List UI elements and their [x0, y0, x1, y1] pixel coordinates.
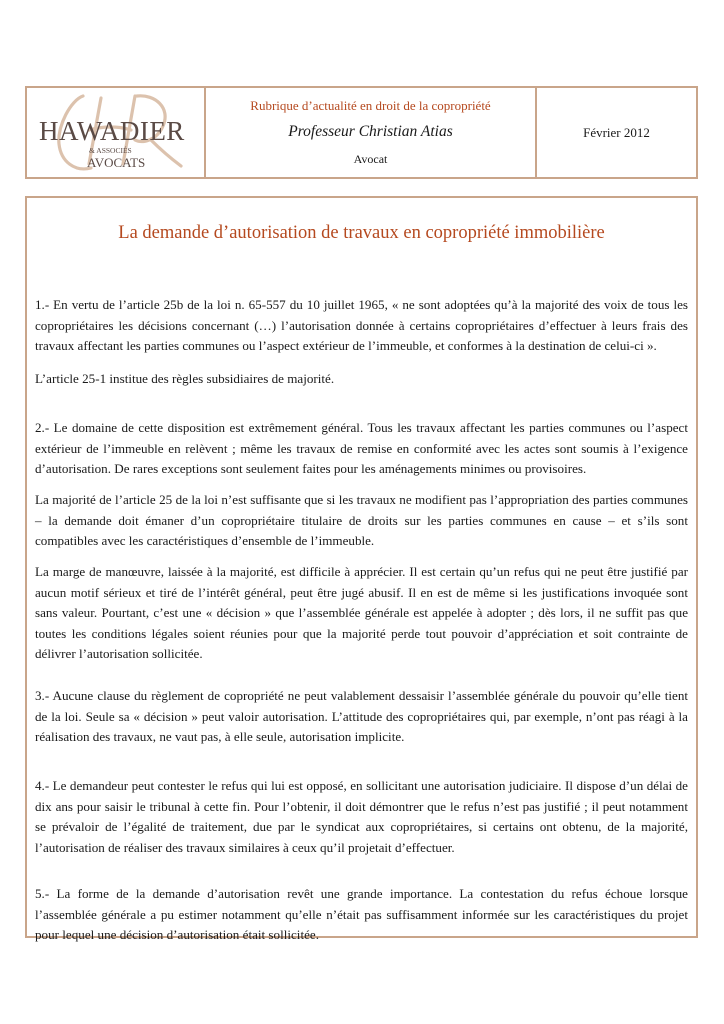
paragraph-5: 5.- La forme de la demande d’autorisation revêt une grande importance. La contestation du refus échoue lorsque l’assemblée générale a pu estimer notamment qu’elle n’était pas suffisamment informée sur les caractéristiques du projet pour lequel une décision d’autorisation était sollicitée. — [35, 886, 688, 942]
paragraph-3: 3.- Aucune clause du règlement de copropriété ne peut valablement dessaisir l’assemblée générale du pouvoir qu’elle tient de la loi. Seule sa « décision » peut valoir autorisation. L’attitude des copropriétaires qui, par exemple, n’ont pas réagi à la réalisation des travaux, ne vaut pas, à elle seule, autorisation implicite. — [35, 688, 688, 744]
hawadier-logo — [31, 90, 201, 176]
paragraph-2b: La majorité de l’article 25 de la loi n’est suffisante que si les travaux ne modifient pas l’appropriation des parties communes – la demande doit émaner d’un copropriétaire titulaire de droits sur les parties communes en cause – et s’ils sont compatibles avec les caractéristiques d’ensemble de l’immeuble. — [35, 492, 688, 548]
rubrique-label: Rubrique d’actualité en droit de la copropriété — [250, 98, 491, 113]
article-box — [25, 196, 698, 942]
author-role: Avocat — [353, 152, 388, 166]
logo-main-text: HAWADIER — [38, 115, 185, 146]
publication-date: Février 2012 — [583, 124, 650, 140]
header-info-cell — [206, 88, 537, 177]
author-name: Professeur Christian Atias — [288, 123, 453, 140]
paragraph-1b: L’article 25-1 institue des règles subsidiaires de majorité. — [35, 371, 335, 386]
date-cell — [537, 88, 696, 177]
logo-sub-text-2: AVOCATS — [86, 154, 145, 170]
article-title: La demande d’autorisation de travaux en copropriété immobilière — [118, 223, 605, 243]
logo-cell — [27, 88, 206, 177]
paragraph-2: 2.- Le domaine de cette disposition est extrêmement général. Tous les travaux affectant les parties communes ou l’aspect extérieur de l’immeuble en relèvent ; même les travaux de remise en conformité avec les actes sont soumis à l’exigence d’autorisation. De rares exceptions sont seulement faites pour les aménagements minimes ou provisoires. — [35, 420, 688, 476]
document-header — [25, 86, 698, 179]
logo-sub-text-1: & ASSOCIÉS — [88, 145, 132, 155]
paragraph-4: 4.- Le demandeur peut contester le refus qui lui est opposé, en sollicitant une autorisation judiciaire. Il dispose d’un délai de dix ans pour saisir le tribunal à cette fin. Pour l’obtenir, il doit démontrer que le refus n’est pas justifié ; il peut notamment se prévaloir de l’égalité de traitement, due par le syndicat aux copropriétaires, si certains ont obtenu, de la majorité, l’autorisation de réaliser des travaux similaires à ceux qu’il projetait d’effectuer. — [35, 778, 688, 855]
paragraph-2c: La marge de manœuvre, laissée à la majorité, est difficile à apprécier. Il est certain qu’un refus qui ne peut être justifié par aucun motif sérieux et tiré de l’intérêt général, peut être jugé abusif. Il en est de même si les justifications invoquée sont sans valeur. Pourtant, c’est une « décision » que l’assemblée générale est appelée à adopter ; dès lors, il ne suffit pas que toutes les conditions légales soient réunies pour que la majorité perde tout pouvoir d’appréciation et soit contrainte de délivrer l’autorisation sollicitée. — [35, 564, 688, 661]
paragraph-1: 1.- En vertu de l’article 25b de la loi n. 65-557 du 10 juillet 1965, « ne sont adoptées qu’à la majorité des voix de tous les copropriétaires les décisions concernant (…) l’autorisation donnée à certains copropriétaires d’effectuer à leurs frais des travaux affectant les parties communes ou l’aspect extérieur de l’immeuble, et conformes à la destination de celui-ci ». — [35, 297, 688, 353]
